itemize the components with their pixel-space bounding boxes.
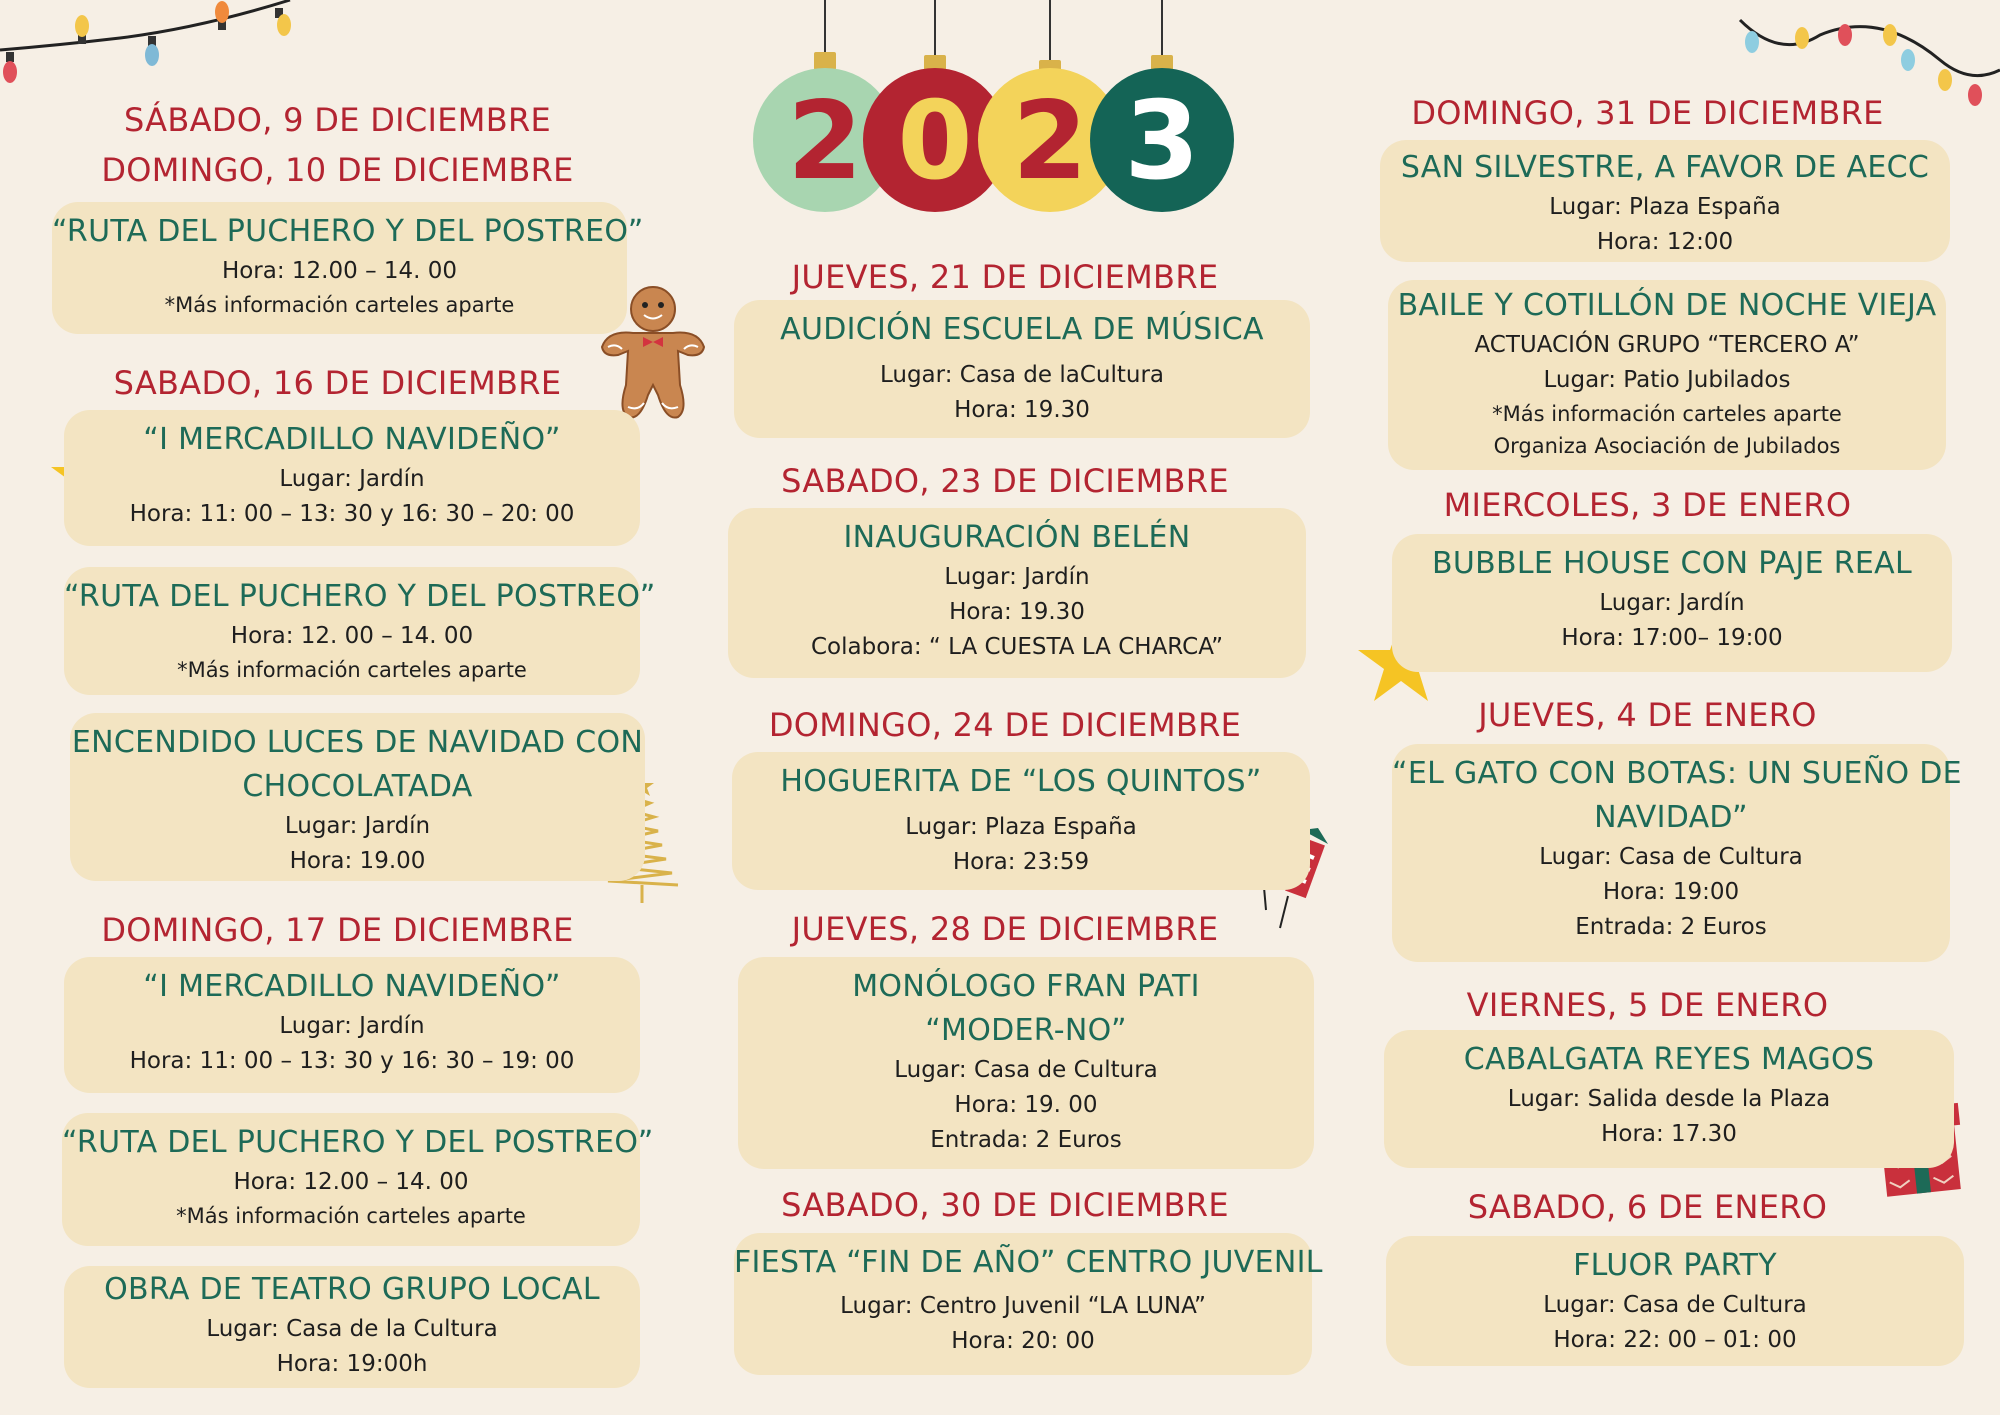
event-title: “RUTA DEL PUCHERO Y DEL POSTREO”	[64, 579, 656, 614]
event-title: “I MERCADILLO NAVIDEÑO”	[143, 969, 561, 1004]
day-heading: SABADO, 16 DE DICIEMBRE	[113, 364, 562, 402]
event-title: “MODER-NO”	[925, 1013, 1127, 1048]
event-time: Hora: 12. 00 – 14. 00	[230, 623, 474, 649]
event-card	[64, 567, 656, 695]
event-card	[1392, 744, 1962, 962]
event-note: *Más información carteles aparte	[164, 293, 515, 317]
event-card	[62, 1113, 654, 1246]
day-heading: SABADO, 30 DE DICIEMBRE	[781, 1186, 1229, 1224]
event-card	[64, 957, 640, 1093]
event-title: CABALGATA REYES MAGOS	[1463, 1042, 1875, 1077]
event-location: Lugar: Jardín	[284, 813, 431, 839]
year-digit: 2	[787, 79, 863, 204]
event-location: Lugar: Plaza España	[1549, 194, 1781, 220]
event-title: HOGUERITA DE “LOS QUINTOS”	[780, 764, 1262, 799]
event-title: INAUGURACIÓN BELÉN	[843, 520, 1191, 555]
event-title: “I MERCADILLO NAVIDEÑO”	[143, 422, 561, 457]
day-heading: SABADO, 6 DE ENERO	[1467, 1188, 1828, 1226]
day-heading: JUEVES, 28 DE DICIEMBRE	[791, 910, 1219, 948]
day-heading: SÁBADO, 9 DE DICIEMBRE	[123, 101, 552, 139]
year-digit: 2	[1012, 79, 1088, 204]
day-heading: VIERNES, 5 DE ENERO	[1466, 986, 1829, 1024]
event-location: Lugar: Casa de Cultura	[1539, 844, 1803, 870]
event-time: Hora: 11: 00 – 13: 30 y 16: 30 – 19: 00	[129, 1048, 575, 1074]
event-title: “RUTA DEL PUCHERO Y DEL POSTREO”	[62, 1125, 654, 1160]
event-title: OBRA DE TEATRO GRUPO LOCAL	[104, 1272, 600, 1307]
event-location: Lugar: Casa de laCultura	[879, 362, 1165, 388]
event-time: Hora: 22: 00 – 01: 00	[1553, 1327, 1797, 1353]
event-card	[734, 1233, 1323, 1375]
event-card	[64, 410, 640, 546]
ornament-ball	[1090, 0, 1234, 212]
event-card	[1388, 280, 1946, 470]
event-location: Lugar: Salida desde la Plaza	[1507, 1086, 1831, 1112]
event-card	[734, 300, 1310, 438]
event-time: Hora: 11: 00 – 13: 30 y 16: 30 – 20: 00	[129, 501, 575, 527]
event-performer: ACTUACIÓN GRUPO “TERCERO A”	[1474, 332, 1860, 358]
event-location: Lugar: Plaza España	[905, 814, 1137, 840]
event-location: Lugar: Casa de Cultura	[894, 1057, 1158, 1083]
event-title: BUBBLE HOUSE CON PAJE REAL	[1432, 546, 1912, 581]
event-title: BAILE Y COTILLÓN DE NOCHE VIEJA	[1397, 288, 1937, 323]
event-card	[738, 957, 1314, 1169]
event-card	[1392, 534, 1952, 672]
event-location: Lugar: Jardín	[944, 564, 1090, 590]
event-time: Hora: 20: 00	[951, 1328, 1095, 1354]
event-location: Lugar: Centro Juvenil “LA LUNA”	[840, 1293, 1206, 1319]
event-price: Entrada: 2 Euros	[930, 1127, 1122, 1153]
event-time: Hora: 19:00	[1602, 879, 1740, 905]
event-card	[1386, 1236, 1964, 1366]
event-title: AUDICIÓN ESCUELA DE MÚSICA	[780, 312, 1264, 347]
event-card	[1384, 1030, 1954, 1168]
event-time: Hora: 17.30	[1601, 1121, 1737, 1147]
event-title: NAVIDAD”	[1594, 800, 1748, 835]
event-card	[1380, 140, 1950, 262]
event-time: Hora: 12:00	[1596, 229, 1734, 255]
day-heading: DOMINGO, 10 DE DICIEMBRE	[101, 151, 574, 189]
event-organizer: Organiza Asociación de Jubilados	[1493, 434, 1841, 458]
event-location: Lugar: Casa de Cultura	[1543, 1292, 1807, 1318]
day-heading: JUEVES, 21 DE DICIEMBRE	[791, 258, 1219, 296]
event-title: “RUTA DEL PUCHERO Y DEL POSTREO”	[52, 214, 644, 249]
event-note: *Más información carteles aparte	[1492, 402, 1842, 426]
event-title: CHOCOLATADA	[242, 769, 473, 804]
event-time: Hora: 12.00 – 14. 00	[221, 258, 458, 284]
event-location: Lugar: Jardín	[279, 1013, 425, 1039]
event-time: Hora: 19:00h	[276, 1351, 428, 1377]
event-time: Hora: 19.30	[954, 397, 1090, 423]
event-location: Lugar: Patio Jubilados	[1543, 367, 1791, 393]
event-card	[70, 713, 645, 881]
day-heading: SABADO, 23 DE DICIEMBRE	[781, 462, 1229, 500]
event-time: Hora: 19.30	[949, 599, 1085, 625]
year-digit: 3	[1124, 79, 1200, 204]
ornament-ball	[863, 0, 1007, 212]
event-time: Hora: 17:00– 19:00	[1561, 625, 1783, 651]
day-heading: MIERCOLES, 3 DE ENERO	[1443, 486, 1852, 524]
event-price: Entrada: 2 Euros	[1575, 914, 1767, 940]
event-title: “EL GATO CON BOTAS: UN SUEÑO DE	[1392, 756, 1962, 791]
event-time: Hora: 19.00	[289, 848, 426, 874]
day-heading: DOMINGO, 31 DE DICIEMBRE	[1411, 94, 1884, 132]
ornaments-icon	[750, 0, 1250, 220]
event-title: MONÓLOGO FRAN PATI	[852, 969, 1200, 1004]
event-card	[728, 508, 1306, 678]
event-card	[732, 752, 1310, 890]
event-collaborator: Colabora: “ LA CUESTA LA CHARCA”	[810, 634, 1224, 660]
event-time: Hora: 12.00 – 14. 00	[233, 1169, 469, 1195]
event-time: Hora: 23:59	[952, 849, 1090, 875]
event-card	[64, 1266, 640, 1388]
string-lights-icon	[0, 0, 300, 90]
day-heading: JUEVES, 4 DE ENERO	[1478, 696, 1817, 734]
event-location: Lugar: Jardín	[279, 466, 425, 492]
event-card	[52, 202, 644, 334]
event-note: *Más información carteles aparte	[177, 658, 527, 682]
year-title	[750, 0, 1250, 220]
year-digit: 0	[897, 79, 973, 204]
event-title: FLUOR PARTY	[1573, 1248, 1777, 1283]
event-location: Lugar: Jardín	[1599, 590, 1745, 616]
event-note: *Más información carteles aparte	[176, 1204, 526, 1228]
event-time: Hora: 19. 00	[954, 1092, 1098, 1118]
event-title: FIESTA “FIN DE AÑO” CENTRO JUVENIL	[734, 1245, 1323, 1280]
event-title: ENCENDIDO LUCES DE NAVIDAD CON	[71, 725, 644, 760]
day-heading: DOMINGO, 24 DE DICIEMBRE	[768, 706, 1242, 744]
event-location: Lugar: Casa de la Cultura	[206, 1316, 498, 1342]
event-title: SAN SILVESTRE, A FAVOR DE AECC	[1400, 150, 1930, 185]
day-heading: DOMINGO, 17 DE DICIEMBRE	[101, 911, 574, 949]
